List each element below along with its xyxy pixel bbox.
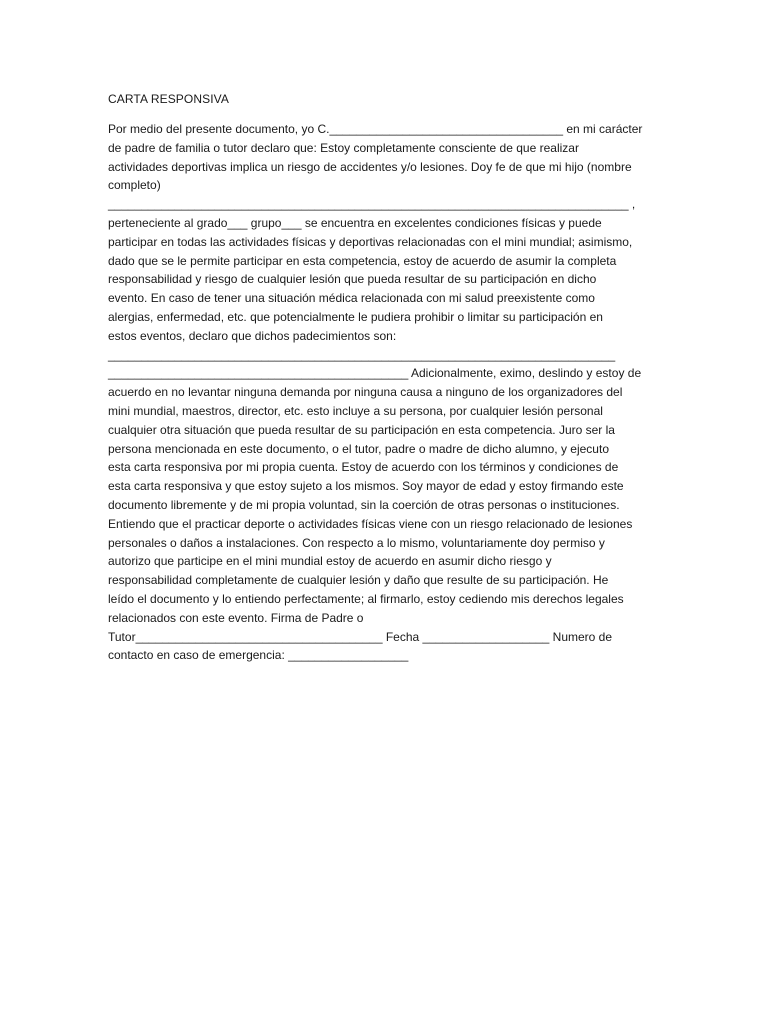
body-line: responsabilidad y riesgo de cualquier lesión que pueda resultar de su participación en dicho <box>108 272 597 287</box>
body-line: Entiendo que el practicar deporte o actividades físicas viene con un riesgo relacionado de lesiones <box>108 516 633 531</box>
body-line: dado que se le permite participar en esta competencia, estoy de acuerdo de asumir la completa <box>108 253 617 268</box>
document-title: CARTA RESPONSIVA <box>108 92 229 106</box>
body-line: mini mundial, maestros, director, etc. esto incluye a su persona, por cualquier lesión personal <box>108 403 603 418</box>
body-line: ______________________________________________________________________________ , <box>108 197 636 212</box>
body-line: Por medio del presente documento, yo C.___________________________________ en mi carácter <box>108 122 643 136</box>
body-line: evento. En caso de tener una situación médica relacionada con mi salud preexistente como <box>108 291 595 306</box>
body-line: estos eventos, declaro que dichos padecimientos son: <box>108 328 397 343</box>
body-line: persona mencionada en este documento, o el tutor, padre o madre de dicho alumno, y ejecuto <box>108 441 609 456</box>
body-line: autorizo que participe en el mini mundial estoy de acuerdo en asumir dicho riesgo y <box>108 554 552 569</box>
body-line: responsabilidad completamente de cualquier lesión y daño que resulte de su participación. He <box>108 573 609 588</box>
body-line: Tutor_____________________________________ Fecha ___________________ Numero de <box>108 629 613 644</box>
body-line: de padre de familia o tutor declaro que: Estoy completamente consciente de que realizar <box>108 140 579 155</box>
body-line: personales o daños a instalaciones. Con respecto a lo mismo, voluntariamente doy permiso y <box>108 535 605 550</box>
body-line: participar en todas las actividades físicas y deportivas relacionadas con el mini mundial; asimismo, <box>108 234 633 249</box>
document-body <box>108 120 668 665</box>
body-line: esta carta responsiva por mi propia cuenta. Estoy de acuerdo con los términos y condiciones de <box>108 460 619 475</box>
body-line: cualquier otra situación que pueda resultar de su participación en esta competencia. Juro ser la <box>108 422 615 437</box>
body-line: acuerdo en no levantar ninguna demanda por ninguna causa a ninguno de los organizadores del <box>108 385 623 400</box>
body-line: relacionados con este evento. Firma de Padre o <box>108 610 364 625</box>
body-line: contacto en caso de emergencia: __________________ <box>108 648 409 663</box>
body-line: _____________________________________________ Adicionalmente, eximo, deslindo y estoy de <box>108 366 642 381</box>
body-line: actividades deportivas implica un riesgo de accidentes y/o lesiones. Doy fe de que mi hijo (nombre <box>108 159 632 174</box>
body-line: ____________________________________________________________________________ <box>108 347 616 362</box>
body-line: completo) <box>108 178 161 193</box>
body-line: leído el documento y lo entiendo perfectamente; al firmarlo, estoy cediendo mis derechos legales <box>108 591 624 606</box>
body-line: perteneciente al grado___ grupo___ se encuentra en excelentes condiciones físicas y puede <box>108 215 602 230</box>
body-line: esta carta responsiva y que estoy sujeto a los mismos. Soy mayor de edad y estoy firmando este <box>108 479 624 494</box>
body-line: alergias, enfermedad, etc. que potencialmente le pudiera prohibir o limitar su participación en <box>108 309 603 324</box>
body-line: documento libremente y de mi propia voluntad, sin la coerción de otras personas o instituciones. <box>108 497 620 512</box>
